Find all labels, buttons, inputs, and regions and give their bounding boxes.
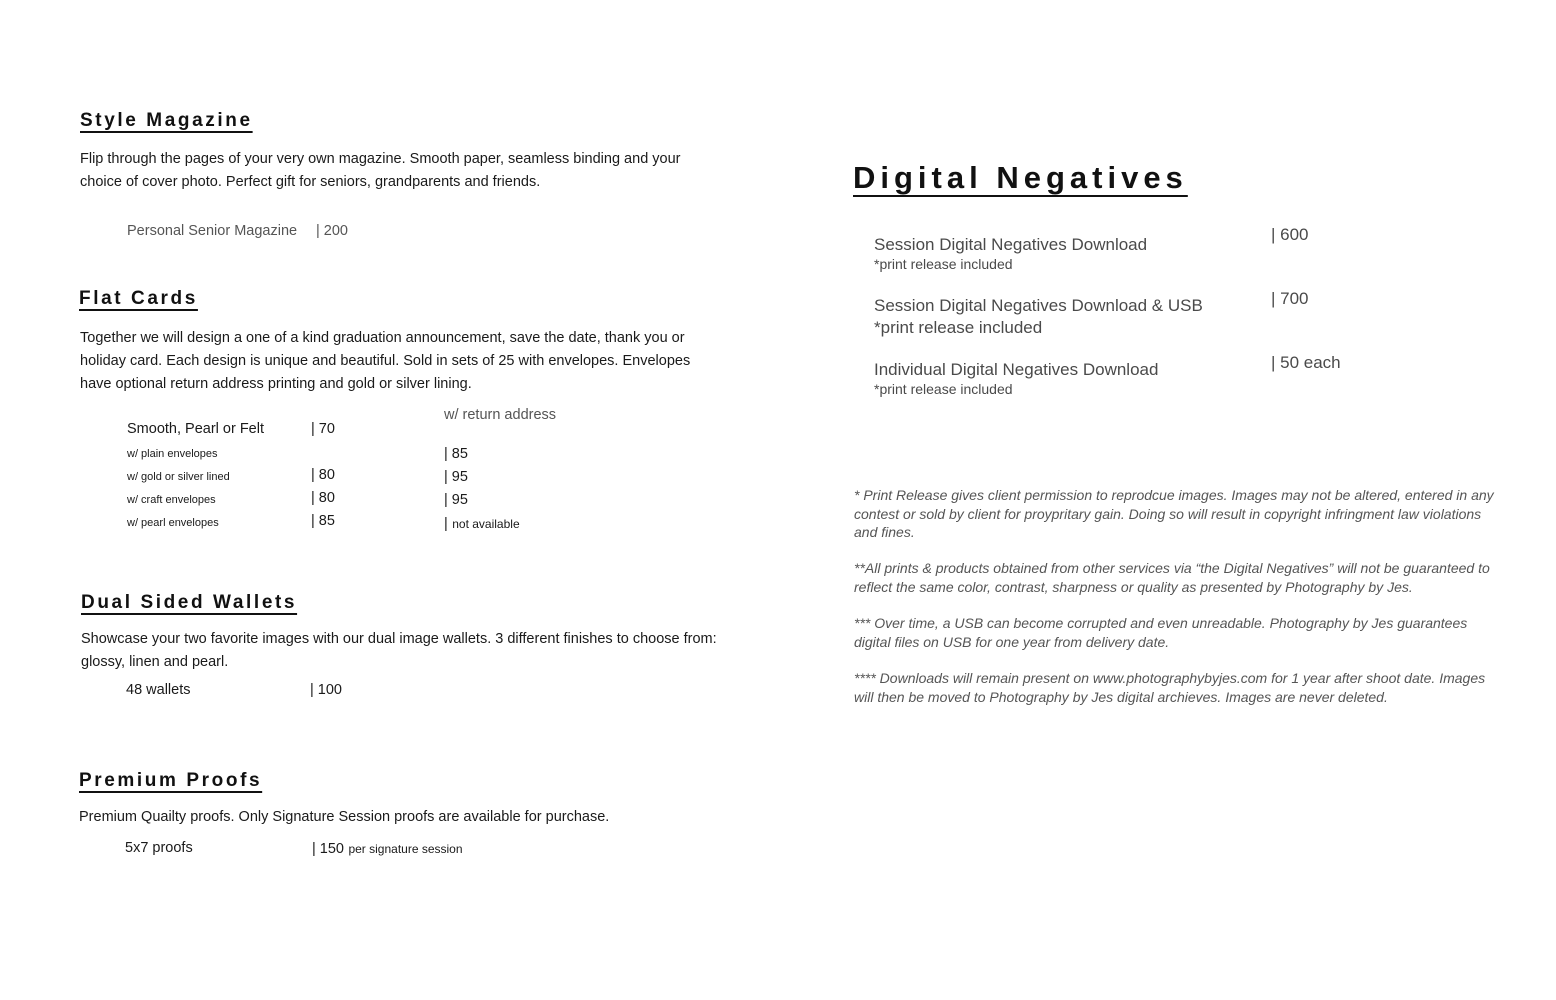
- table-row-return-price: | 95: [444, 492, 468, 508]
- footnote: *** Over time, a USB can become corrupted and even unreadable. Photography by Jes guarantees digital files on USB for one year from delivery date.: [854, 615, 1468, 650]
- footnote: **** Downloads will remain present on www.photographybyjes.com for 1 year after shoot date. Images will then be moved to Photography by Jes digital archieves. Images are never deleted.: [854, 670, 1486, 705]
- flat-cards-heading: Flat Cards: [79, 288, 198, 309]
- magazine-item-price: | 200: [316, 223, 348, 239]
- dn-item-label: Session Digital Negatives Download: [874, 235, 1148, 254]
- dn-item-price: | 600: [1271, 225, 1309, 244]
- dn-item-note: *print release included: [874, 381, 1013, 397]
- wallets-item-label: 48 wallets: [126, 682, 191, 698]
- proofs-price-value: | 150: [312, 841, 344, 857]
- flat-cards-base-price: | 70: [311, 421, 335, 437]
- table-row-return-price: | 85: [444, 446, 468, 462]
- dn-item-label: Individual Digital Negatives Download: [874, 360, 1159, 379]
- not-available-text: not available: [452, 517, 520, 531]
- table-row-price: | 85: [311, 513, 335, 529]
- premium-proofs-heading: Premium Proofs: [79, 770, 263, 791]
- dn-item-label: Session Digital Negatives Download & USB: [874, 296, 1203, 315]
- table-row-price: | 80: [311, 490, 335, 506]
- table-row-label: w/ pearl envelopes: [127, 517, 219, 529]
- digital-negatives-heading: Digital Negatives: [853, 160, 1188, 195]
- flat-cards-base-label: Smooth, Pearl or Felt: [127, 421, 264, 437]
- dn-item-note: *print release included: [874, 318, 1043, 337]
- table-row-return-price: | 95: [444, 469, 468, 485]
- table-row-label: w/ craft envelopes: [127, 494, 216, 506]
- table-row-price: | 80: [311, 467, 335, 483]
- style-magazine-description: Flip through the pages of your very own magazine. Smooth paper, seamless binding and your choice of cover photo. Perfect gift for seniors, grandparents and friends.: [80, 151, 681, 190]
- dn-item-note: *print release included: [874, 256, 1013, 272]
- dn-item-price: | 700: [1271, 289, 1309, 308]
- table-row-return-price: [444, 515, 520, 533]
- table-row-label: w/ gold or silver lined: [127, 471, 230, 483]
- table-row-label: w/ plain envelopes: [127, 448, 218, 460]
- return-address-header: w/ return address: [444, 407, 557, 423]
- proofs-item-label: 5x7 proofs: [125, 840, 193, 856]
- footnote: **All prints & products obtained from other services via “the Digital Negatives” will not be guaranteed to reflect the same color, contrast, sharpness or quality as presented by Photography by Jes.: [854, 560, 1490, 595]
- dual-wallets-description: Showcase your two favorite images with our dual image wallets. 3 different finishes to choose from: glossy, linen and pearl.: [81, 631, 717, 670]
- proofs-price-note: per signature session: [348, 842, 463, 856]
- magazine-item-label: Personal Senior Magazine: [127, 223, 298, 239]
- wallets-item-price: | 100: [310, 682, 342, 698]
- dual-wallets-heading: Dual Sided Wallets: [81, 592, 298, 613]
- footnote: * Print Release gives client permission to reprodcue images. Images may not be altered, entered in any contest or sold by client for proypritary gain. Doing so will result in copyright infringment law violations and fines.: [854, 487, 1494, 540]
- premium-proofs-description: Premium Quailty proofs. Only Signature Session proofs are available for purchase.: [79, 809, 610, 825]
- proofs-item-price: [312, 840, 463, 858]
- style-magazine-heading: Style Magazine: [80, 110, 253, 131]
- price-separator: |: [444, 516, 448, 532]
- flat-cards-description: Together we will design a one of a kind graduation announcement, save the date, thank you or holiday card. Each design is unique and beautiful. Sold in sets of 25 with envelopes. Envelopes have optional return address printing and gold or silver lining.: [80, 330, 691, 392]
- dn-item-price: | 50 each: [1271, 353, 1341, 372]
